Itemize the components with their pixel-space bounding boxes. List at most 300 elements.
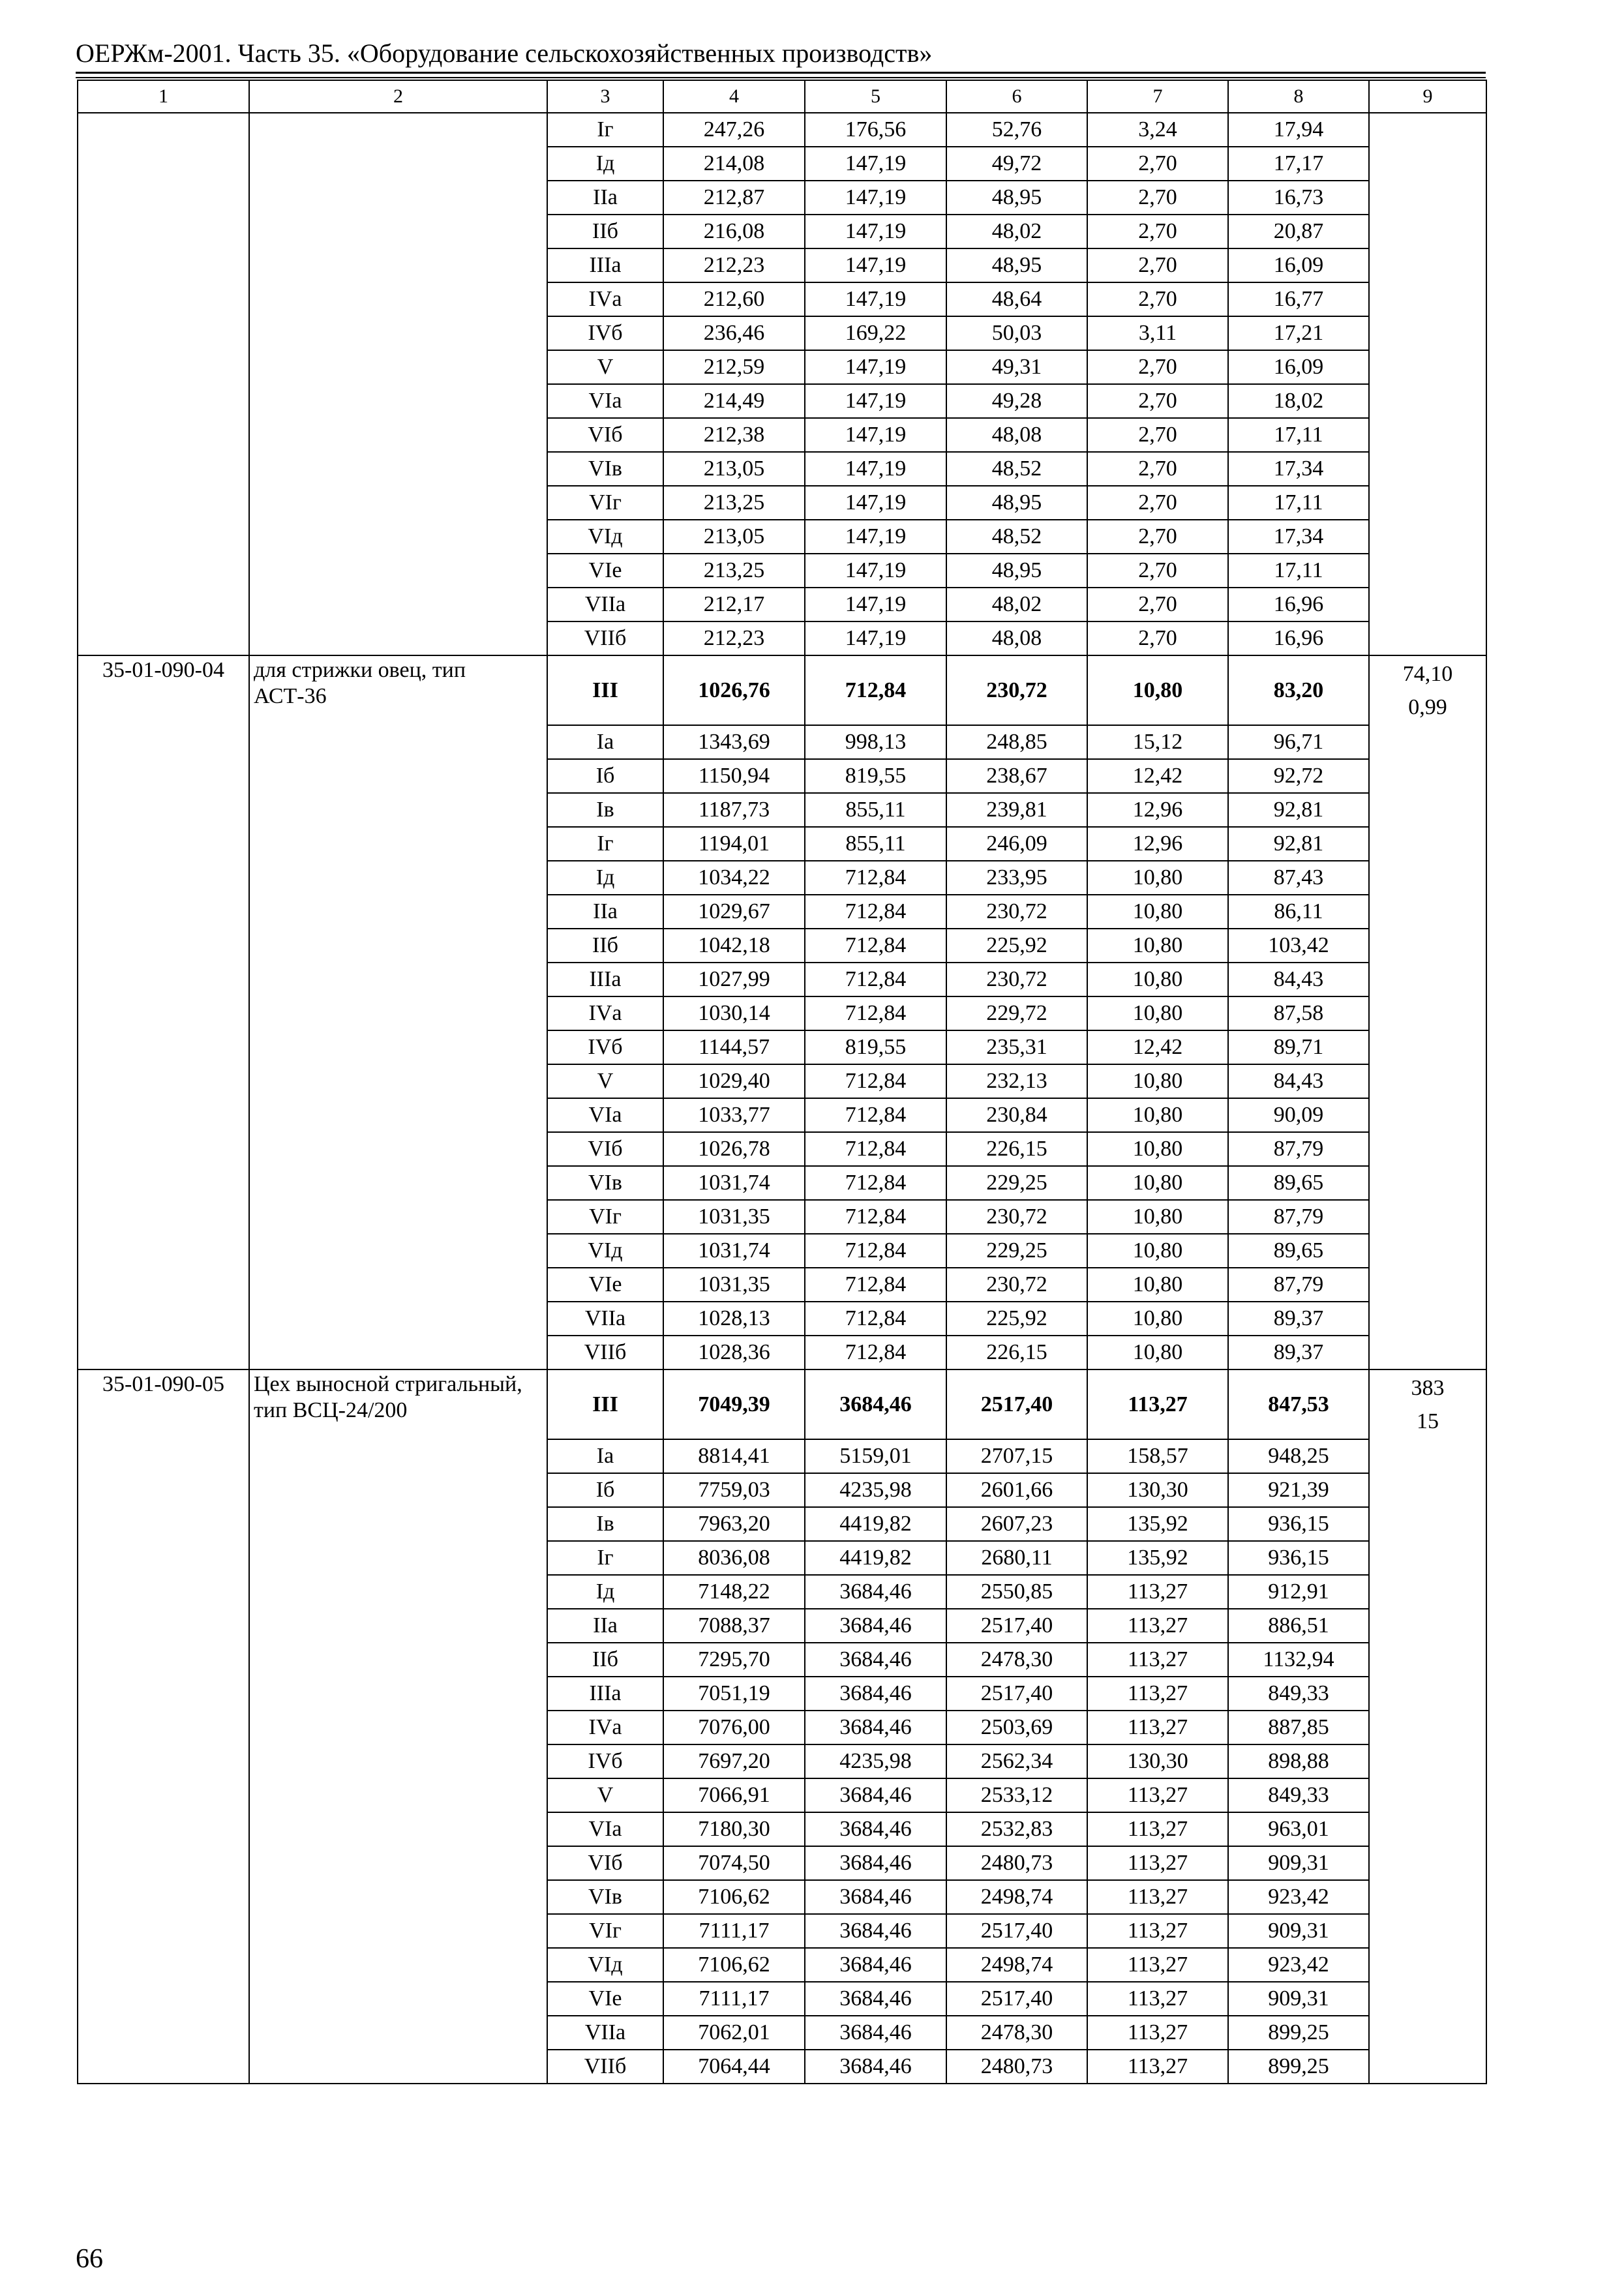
table-row xyxy=(78,1439,1486,1473)
zone-cell: IVб xyxy=(547,1030,663,1064)
table-row xyxy=(78,1336,1486,1369)
value-cell: 147,19 xyxy=(805,384,946,418)
table-row xyxy=(78,2016,1486,2050)
price-table xyxy=(77,80,1487,2084)
col9-cell xyxy=(1369,1369,1486,1439)
code-cell-empty xyxy=(78,1098,249,1132)
value-cell: 89,65 xyxy=(1228,1234,1369,1268)
value-cell: 2562,34 xyxy=(946,1744,1087,1778)
value-cell: 246,09 xyxy=(946,827,1087,861)
col9-cell-empty xyxy=(1369,418,1486,452)
value-cell: 213,25 xyxy=(663,486,805,520)
value-cell: 176,56 xyxy=(805,113,946,147)
column-number-header: 9 xyxy=(1369,80,1486,113)
value-cell: 1031,35 xyxy=(663,1200,805,1234)
col9-value: 15 xyxy=(1417,1409,1439,1433)
value-cell: 2,70 xyxy=(1087,350,1228,384)
code-cell-empty xyxy=(78,181,249,215)
value-cell: 898,88 xyxy=(1228,1744,1369,1778)
table-row xyxy=(78,1473,1486,1507)
value-cell: 113,27 xyxy=(1087,1575,1228,1609)
code-cell-empty xyxy=(78,759,249,793)
table-row xyxy=(78,827,1486,861)
column-number-header: 2 xyxy=(249,80,547,113)
table-row xyxy=(78,1098,1486,1132)
zone-cell: VIв xyxy=(547,452,663,486)
col9-cell-empty xyxy=(1369,895,1486,929)
value-cell: 89,37 xyxy=(1228,1302,1369,1336)
value-cell: 17,21 xyxy=(1228,316,1369,350)
table-row xyxy=(78,793,1486,827)
value-cell: 3684,46 xyxy=(805,1846,946,1880)
value-cell: 113,27 xyxy=(1087,1711,1228,1744)
value-cell: 3684,46 xyxy=(805,1575,946,1609)
col9-cell-empty xyxy=(1369,827,1486,861)
value-cell: 16,96 xyxy=(1228,621,1369,655)
table-row xyxy=(78,588,1486,621)
value-cell: 52,76 xyxy=(946,113,1087,147)
code-cell-empty xyxy=(78,725,249,759)
value-cell: 1031,74 xyxy=(663,1234,805,1268)
table-row xyxy=(78,1541,1486,1575)
value-cell: 3684,46 xyxy=(805,1948,946,1982)
name-cell-empty xyxy=(249,963,547,996)
col9-cell-empty xyxy=(1369,1302,1486,1336)
value-cell: 712,84 xyxy=(805,1268,946,1302)
header-rule xyxy=(76,72,1486,74)
zone-cell: V xyxy=(547,350,663,384)
name-cell-empty xyxy=(249,2050,547,2084)
value-cell: 712,84 xyxy=(805,1098,946,1132)
value-cell: 229,72 xyxy=(946,996,1087,1030)
col9-cell-empty xyxy=(1369,1473,1486,1507)
table-row xyxy=(78,895,1486,929)
value-cell: 712,84 xyxy=(805,1166,946,1200)
value-cell: 17,11 xyxy=(1228,554,1369,588)
value-cell: 2601,66 xyxy=(946,1473,1087,1507)
value-cell: 89,65 xyxy=(1228,1166,1369,1200)
name-cell-empty xyxy=(249,113,547,147)
zone-cell: IVа xyxy=(547,1711,663,1744)
zone-cell: Iг xyxy=(547,827,663,861)
value-cell: 10,80 xyxy=(1087,996,1228,1030)
name-cell-empty xyxy=(249,1098,547,1132)
value-cell: 1028,13 xyxy=(663,1302,805,1336)
zone-cell: IIа xyxy=(547,895,663,929)
value-cell: 2517,40 xyxy=(946,1982,1087,2016)
name-cell-empty xyxy=(249,1948,547,1982)
code-cell-empty xyxy=(78,1846,249,1880)
col9-cell-empty xyxy=(1369,350,1486,384)
value-cell: 92,72 xyxy=(1228,759,1369,793)
value-cell: 1033,77 xyxy=(663,1098,805,1132)
zone-cell: Iг xyxy=(547,1541,663,1575)
value-cell: 10,80 xyxy=(1087,655,1228,725)
value-cell: 887,85 xyxy=(1228,1711,1369,1744)
value-cell: 130,30 xyxy=(1087,1744,1228,1778)
value-cell: 2498,74 xyxy=(946,1880,1087,1914)
value-cell: 130,30 xyxy=(1087,1473,1228,1507)
value-cell: 147,19 xyxy=(805,350,946,384)
table-row xyxy=(78,963,1486,996)
code-cell-empty xyxy=(78,1439,249,1473)
value-cell: 2,70 xyxy=(1087,215,1228,248)
value-cell: 147,19 xyxy=(805,452,946,486)
code-cell-empty xyxy=(78,2016,249,2050)
value-cell: 2517,40 xyxy=(946,1914,1087,1948)
col9-cell-empty xyxy=(1369,1132,1486,1166)
table-row xyxy=(78,1166,1486,1200)
value-cell: 936,15 xyxy=(1228,1541,1369,1575)
value-cell: 10,80 xyxy=(1087,1200,1228,1234)
value-cell: 48,95 xyxy=(946,248,1087,282)
value-cell: 7697,20 xyxy=(663,1744,805,1778)
value-cell: 855,11 xyxy=(805,793,946,827)
value-cell: 10,80 xyxy=(1087,895,1228,929)
value-cell: 3684,46 xyxy=(805,1711,946,1744)
table-row xyxy=(78,1880,1486,1914)
code-cell-empty xyxy=(78,384,249,418)
code-cell-empty xyxy=(78,827,249,861)
col9-cell-empty xyxy=(1369,1336,1486,1369)
value-cell: 2517,40 xyxy=(946,1369,1087,1439)
value-cell: 10,80 xyxy=(1087,929,1228,963)
value-cell: 4419,82 xyxy=(805,1507,946,1541)
value-cell: 712,84 xyxy=(805,655,946,725)
zone-cell: VIа xyxy=(547,1812,663,1846)
value-cell: 230,72 xyxy=(946,655,1087,725)
value-cell: 12,42 xyxy=(1087,1030,1228,1064)
col9-cell-empty xyxy=(1369,2050,1486,2084)
table-row xyxy=(78,486,1486,520)
col9-cell-empty xyxy=(1369,316,1486,350)
value-cell: 3684,46 xyxy=(805,1880,946,1914)
value-cell: 2,70 xyxy=(1087,486,1228,520)
value-cell: 113,27 xyxy=(1087,1982,1228,2016)
value-cell: 226,15 xyxy=(946,1132,1087,1166)
value-cell: 225,92 xyxy=(946,1302,1087,1336)
value-cell: 169,22 xyxy=(805,316,946,350)
zone-cell: IIб xyxy=(547,1643,663,1677)
value-cell: 7111,17 xyxy=(663,1982,805,2016)
table-row xyxy=(78,1030,1486,1064)
value-cell: 2478,30 xyxy=(946,1643,1087,1677)
name-cell-empty xyxy=(249,520,547,554)
value-cell: 712,84 xyxy=(805,963,946,996)
value-cell: 113,27 xyxy=(1087,1812,1228,1846)
col9-cell-empty xyxy=(1369,1948,1486,1982)
zone-cell: Iб xyxy=(547,759,663,793)
value-cell: 247,26 xyxy=(663,113,805,147)
zone-cell: Iг xyxy=(547,113,663,147)
name-cell-empty xyxy=(249,759,547,793)
table-row xyxy=(78,1778,1486,1812)
value-cell: 16,96 xyxy=(1228,588,1369,621)
value-cell: 1029,67 xyxy=(663,895,805,929)
col9-cell-empty xyxy=(1369,1812,1486,1846)
value-cell: 48,02 xyxy=(946,215,1087,248)
name-cell-empty xyxy=(249,1200,547,1234)
value-cell: 147,19 xyxy=(805,181,946,215)
zone-cell: VIе xyxy=(547,554,663,588)
value-cell: 849,33 xyxy=(1228,1677,1369,1711)
value-cell: 230,84 xyxy=(946,1098,1087,1132)
table-row xyxy=(78,1677,1486,1711)
page-number: 66 xyxy=(76,2244,103,2274)
value-cell: 92,81 xyxy=(1228,793,1369,827)
table-row xyxy=(78,1609,1486,1643)
table-row xyxy=(78,520,1486,554)
value-cell: 2607,23 xyxy=(946,1507,1087,1541)
table-row xyxy=(78,1575,1486,1609)
value-cell: 909,31 xyxy=(1228,1914,1369,1948)
col9-cell-empty xyxy=(1369,282,1486,316)
value-cell: 92,81 xyxy=(1228,827,1369,861)
code-cell-empty xyxy=(78,554,249,588)
table-row xyxy=(78,1643,1486,1677)
table-row xyxy=(78,215,1486,248)
code-cell-empty xyxy=(78,929,249,963)
col9-cell-empty xyxy=(1369,759,1486,793)
value-cell: 2,70 xyxy=(1087,554,1228,588)
column-number-header: 7 xyxy=(1087,80,1228,113)
name-cell-empty xyxy=(249,1914,547,1948)
col9-cell-empty xyxy=(1369,1098,1486,1132)
zone-cell: VIд xyxy=(547,1234,663,1268)
value-cell: 147,19 xyxy=(805,418,946,452)
value-cell: 2,70 xyxy=(1087,452,1228,486)
value-cell: 90,09 xyxy=(1228,1098,1369,1132)
col9-cell-empty xyxy=(1369,1880,1486,1914)
code-cell-empty xyxy=(78,1643,249,1677)
zone-cell: VIб xyxy=(547,1132,663,1166)
value-cell: 1027,99 xyxy=(663,963,805,996)
code-cell-empty xyxy=(78,1473,249,1507)
table-row xyxy=(78,929,1486,963)
value-cell: 16,77 xyxy=(1228,282,1369,316)
value-cell: 229,25 xyxy=(946,1166,1087,1200)
value-cell: 113,27 xyxy=(1087,1948,1228,1982)
col9-value: 74,10 xyxy=(1402,662,1453,686)
value-cell: 87,79 xyxy=(1228,1268,1369,1302)
col9-cell-empty xyxy=(1369,1166,1486,1200)
value-cell: 10,80 xyxy=(1087,1064,1228,1098)
name-cell-empty xyxy=(249,1336,547,1369)
value-cell: 2,70 xyxy=(1087,418,1228,452)
name-cell-empty xyxy=(249,1643,547,1677)
value-cell: 212,87 xyxy=(663,181,805,215)
table-row xyxy=(78,2050,1486,2084)
value-cell: 2,70 xyxy=(1087,621,1228,655)
value-cell: 147,19 xyxy=(805,621,946,655)
code-cell-empty xyxy=(78,113,249,147)
value-cell: 712,84 xyxy=(805,1302,946,1336)
value-cell: 2498,74 xyxy=(946,1948,1087,1982)
table-row xyxy=(78,1982,1486,2016)
value-cell: 10,80 xyxy=(1087,1234,1228,1268)
value-cell: 1150,94 xyxy=(663,759,805,793)
col9-cell-empty xyxy=(1369,1268,1486,1302)
value-cell: 233,95 xyxy=(946,861,1087,895)
col9-cell-empty xyxy=(1369,452,1486,486)
value-cell: 7062,01 xyxy=(663,2016,805,2050)
value-cell: 712,84 xyxy=(805,1200,946,1234)
code-cell-empty xyxy=(78,793,249,827)
column-number-header: 5 xyxy=(805,80,946,113)
value-cell: 17,11 xyxy=(1228,418,1369,452)
name-cell-empty xyxy=(249,248,547,282)
value-cell: 712,84 xyxy=(805,1234,946,1268)
name-cell-empty xyxy=(249,1812,547,1846)
value-cell: 113,27 xyxy=(1087,2050,1228,2084)
value-cell: 212,23 xyxy=(663,248,805,282)
col9-cell-empty xyxy=(1369,1030,1486,1064)
code-cell-empty xyxy=(78,1302,249,1336)
value-cell: 3684,46 xyxy=(805,2016,946,2050)
zone-cell: VIд xyxy=(547,1948,663,1982)
col9-cell-empty xyxy=(1369,147,1486,181)
zone-cell: VIIб xyxy=(547,621,663,655)
value-cell: 899,25 xyxy=(1228,2050,1369,2084)
code-cell: 35-01-090-04 xyxy=(78,655,249,725)
value-cell: 3,24 xyxy=(1087,113,1228,147)
value-cell: 7064,44 xyxy=(663,2050,805,2084)
value-cell: 3684,46 xyxy=(805,1677,946,1711)
zone-cell: Iв xyxy=(547,1507,663,1541)
value-cell: 10,80 xyxy=(1087,1132,1228,1166)
code-cell-empty xyxy=(78,1609,249,1643)
col9-cell-empty xyxy=(1369,1234,1486,1268)
name-cell-empty xyxy=(249,588,547,621)
column-number-header: 8 xyxy=(1228,80,1369,113)
name-cell-empty xyxy=(249,1507,547,1541)
value-cell: 948,25 xyxy=(1228,1439,1369,1473)
code-cell-empty xyxy=(78,1234,249,1268)
column-number-row xyxy=(78,80,1486,113)
value-cell: 855,11 xyxy=(805,827,946,861)
value-cell: 213,05 xyxy=(663,520,805,554)
value-cell: 10,80 xyxy=(1087,1302,1228,1336)
value-cell: 1026,76 xyxy=(663,655,805,725)
value-cell: 113,27 xyxy=(1087,1643,1228,1677)
value-cell: 712,84 xyxy=(805,929,946,963)
col9-cell xyxy=(1369,655,1486,725)
value-cell: 2680,11 xyxy=(946,1541,1087,1575)
col9-cell-empty xyxy=(1369,1744,1486,1778)
value-cell: 248,85 xyxy=(946,725,1087,759)
value-cell: 1144,57 xyxy=(663,1030,805,1064)
value-cell: 10,80 xyxy=(1087,1166,1228,1200)
value-cell: 3684,46 xyxy=(805,1643,946,1677)
value-cell: 7963,20 xyxy=(663,1507,805,1541)
table-row xyxy=(78,282,1486,316)
name-cell-empty xyxy=(249,147,547,181)
col9-cell-empty xyxy=(1369,725,1486,759)
zone-cell: V xyxy=(547,1064,663,1098)
value-cell: 12,96 xyxy=(1087,793,1228,827)
zone-cell: Iд xyxy=(547,861,663,895)
value-cell: 235,31 xyxy=(946,1030,1087,1064)
code-cell-empty xyxy=(78,1166,249,1200)
col9-cell-empty xyxy=(1369,1439,1486,1473)
zone-cell: III xyxy=(547,1369,663,1439)
value-cell: 113,27 xyxy=(1087,1880,1228,1914)
name-cell-empty xyxy=(249,1880,547,1914)
value-cell: 87,79 xyxy=(1228,1132,1369,1166)
code-cell-empty xyxy=(78,621,249,655)
zone-cell: IVа xyxy=(547,282,663,316)
value-cell: 87,43 xyxy=(1228,861,1369,895)
code-cell-empty xyxy=(78,1541,249,1575)
name-cell-empty xyxy=(249,1744,547,1778)
value-cell: 213,05 xyxy=(663,452,805,486)
zone-cell: IVб xyxy=(547,316,663,350)
table-row xyxy=(78,1948,1486,1982)
value-cell: 214,49 xyxy=(663,384,805,418)
value-cell: 2,70 xyxy=(1087,181,1228,215)
name-cell-empty xyxy=(249,1982,547,2016)
code-cell-empty xyxy=(78,418,249,452)
value-cell: 113,27 xyxy=(1087,1778,1228,1812)
value-cell: 48,64 xyxy=(946,282,1087,316)
value-cell: 20,87 xyxy=(1228,215,1369,248)
zone-cell: VIIа xyxy=(547,2016,663,2050)
zone-cell: Iа xyxy=(547,725,663,759)
value-cell: 49,28 xyxy=(946,384,1087,418)
value-cell: 7106,62 xyxy=(663,1880,805,1914)
zone-cell: IIIа xyxy=(547,963,663,996)
value-cell: 239,81 xyxy=(946,793,1087,827)
column-number-header: 3 xyxy=(547,80,663,113)
name-cell-empty xyxy=(249,1778,547,1812)
table-row xyxy=(78,1234,1486,1268)
code-cell-empty xyxy=(78,215,249,248)
value-cell: 712,84 xyxy=(805,996,946,1030)
name-cell-empty xyxy=(249,861,547,895)
value-cell: 1343,69 xyxy=(663,725,805,759)
name-cell-empty xyxy=(249,350,547,384)
value-cell: 113,27 xyxy=(1087,2016,1228,2050)
value-cell: 86,11 xyxy=(1228,895,1369,929)
zone-cell: Iд xyxy=(547,147,663,181)
col9-cell-empty xyxy=(1369,929,1486,963)
value-cell: 1187,73 xyxy=(663,793,805,827)
value-cell: 849,33 xyxy=(1228,1778,1369,1812)
code-cell-empty xyxy=(78,520,249,554)
value-cell: 113,27 xyxy=(1087,1369,1228,1439)
code-cell-empty xyxy=(78,996,249,1030)
value-cell: 921,39 xyxy=(1228,1473,1369,1507)
column-number-header: 1 xyxy=(78,80,249,113)
value-cell: 7051,19 xyxy=(663,1677,805,1711)
value-cell: 238,67 xyxy=(946,759,1087,793)
name-cell-empty xyxy=(249,1234,547,1268)
value-cell: 17,34 xyxy=(1228,520,1369,554)
value-cell: 83,20 xyxy=(1228,655,1369,725)
name-cell-empty xyxy=(249,215,547,248)
code-cell-empty xyxy=(78,248,249,282)
code-cell-empty xyxy=(78,2050,249,2084)
col9-cell-empty xyxy=(1369,113,1486,147)
value-cell: 7111,17 xyxy=(663,1914,805,1948)
value-cell: 226,15 xyxy=(946,1336,1087,1369)
name-cell: Цех выносной стригальный, тип ВСЦ-24/200 xyxy=(249,1369,547,1439)
value-cell: 2,70 xyxy=(1087,520,1228,554)
zone-cell: VIе xyxy=(547,1982,663,2016)
code-cell-empty xyxy=(78,316,249,350)
name-cell-empty xyxy=(249,1575,547,1609)
value-cell: 7759,03 xyxy=(663,1473,805,1507)
